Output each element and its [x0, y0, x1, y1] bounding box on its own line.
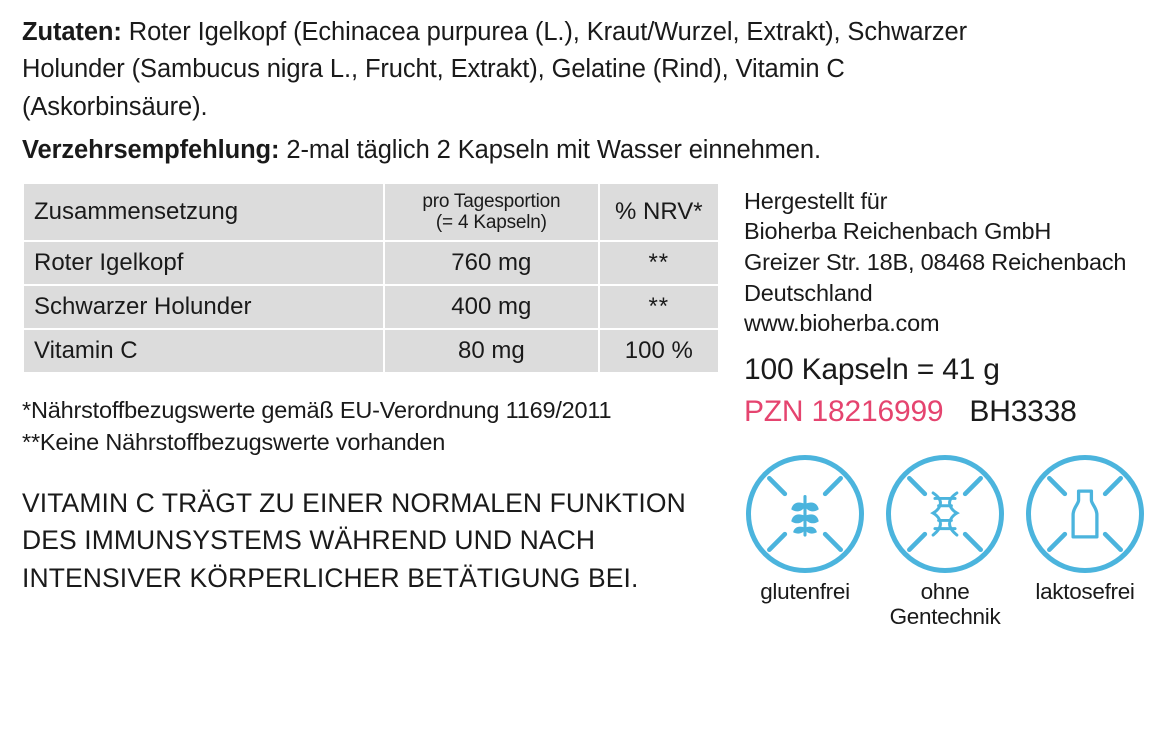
footnotes: [22, 394, 722, 459]
table-row: [24, 330, 718, 372]
health-claim-line1: VITAMIN C TRÄGT ZU EINER NORMALEN FUNKTION: [22, 487, 686, 518]
pzn-code: PZN 18216999: [744, 394, 944, 428]
certification-icons: [744, 455, 1146, 629]
table-row: [24, 242, 718, 284]
ingredients-heading: Zutaten:: [22, 18, 122, 46]
icon-caption-line1: glutenfrei: [760, 578, 850, 604]
footnote-nrv-regulation: *Nährstoffbezugswerte gemäß EU-Verordnung 1169/2011: [22, 396, 612, 423]
header-composition: Zusammensetzung: [24, 184, 383, 240]
health-claim-line3: INTENSIVER KÖRPERLICHER BETÄTIGUNG BEI.: [22, 563, 639, 594]
row-name: Schwarzer Holunder: [24, 286, 383, 328]
icon-caption-glutenfree: [744, 579, 866, 604]
header-per-daily-portion-line2: (= 4 Kapseln): [435, 211, 547, 233]
icon-caption-lactosefree: [1024, 579, 1146, 604]
manufacturer-address: Greizer Str. 18B, 08468 Reichenbach: [744, 249, 1127, 276]
row-nrv: 100 %: [600, 330, 718, 372]
wheat-crossed-icon: [746, 455, 864, 573]
health-claim: [22, 485, 722, 598]
ingredients-paragraph: [22, 14, 1032, 126]
manufacturer-block: [744, 186, 1146, 339]
milk-bottle-crossed-icon: [1026, 455, 1144, 573]
codes-row: [744, 395, 1146, 429]
icon-caption-line2: Gentechnik: [889, 603, 1001, 629]
dna-crossed-icon: [886, 455, 1004, 573]
icon-caption-line1: ohne: [920, 578, 970, 604]
row-name: Roter Igelkopf: [24, 242, 383, 284]
table-row: [24, 286, 718, 328]
nutrition-table: [22, 182, 720, 374]
dosage-paragraph: [22, 132, 1082, 169]
header-nrv: % NRV*: [600, 184, 718, 240]
manufacturer-line-1: Hergestellt für: [744, 187, 888, 214]
row-nrv: **: [600, 286, 718, 328]
footnote-no-nrv: **Keine Nährstoffbezugswerte vorhanden: [22, 429, 446, 456]
dosage-text: 2-mal täglich 2 Kapseln mit Wasser einnehmen.: [279, 136, 821, 165]
row-name: Vitamin C: [24, 330, 383, 372]
manufacturer-country: Deutschland: [744, 279, 873, 306]
lower-columns: [22, 182, 1136, 629]
icon-caption-line1: laktosefrei: [1035, 578, 1135, 604]
row-amount: 760 mg: [385, 242, 598, 284]
row-amount: 80 mg: [385, 330, 598, 372]
icon-item-no-gmo: [884, 455, 1006, 629]
right-column: [722, 182, 1146, 629]
row-nrv: **: [600, 242, 718, 284]
header-per-daily-portion-line1: pro Tagesportion: [422, 190, 561, 212]
dosage-heading: Verzehrsempfehlung:: [22, 136, 280, 165]
icon-item-glutenfree: [744, 455, 866, 629]
manufacturer-website: www.bioherba.com: [744, 310, 940, 337]
header-per-daily-portion: [385, 184, 598, 240]
health-claim-line2: DES IMMUNSYSTEMS WÄHREND UND NACH: [22, 525, 596, 556]
icon-item-lactosefree: [1024, 455, 1146, 629]
capsule-count: 100 Kapseln = 41 g: [744, 352, 1000, 386]
ingredients-text: Roter Igelkopf (Echinacea purpurea (L.), Kraut/Wurzel, Extrakt), Schwarzer Holunder (Sambucus nigra L., Frucht, Extrakt), Gelatine (Rind), Vitamin C (Askorbinsäure).: [22, 18, 967, 121]
manufacturer-name: Bioherba Reichenbach GmbH: [744, 218, 1052, 245]
batch-code: BH3338: [969, 394, 1077, 428]
row-amount: 400 mg: [385, 286, 598, 328]
icon-caption-no-gmo: [884, 579, 1006, 629]
table-header-row: [24, 184, 718, 240]
left-column: [22, 182, 722, 598]
